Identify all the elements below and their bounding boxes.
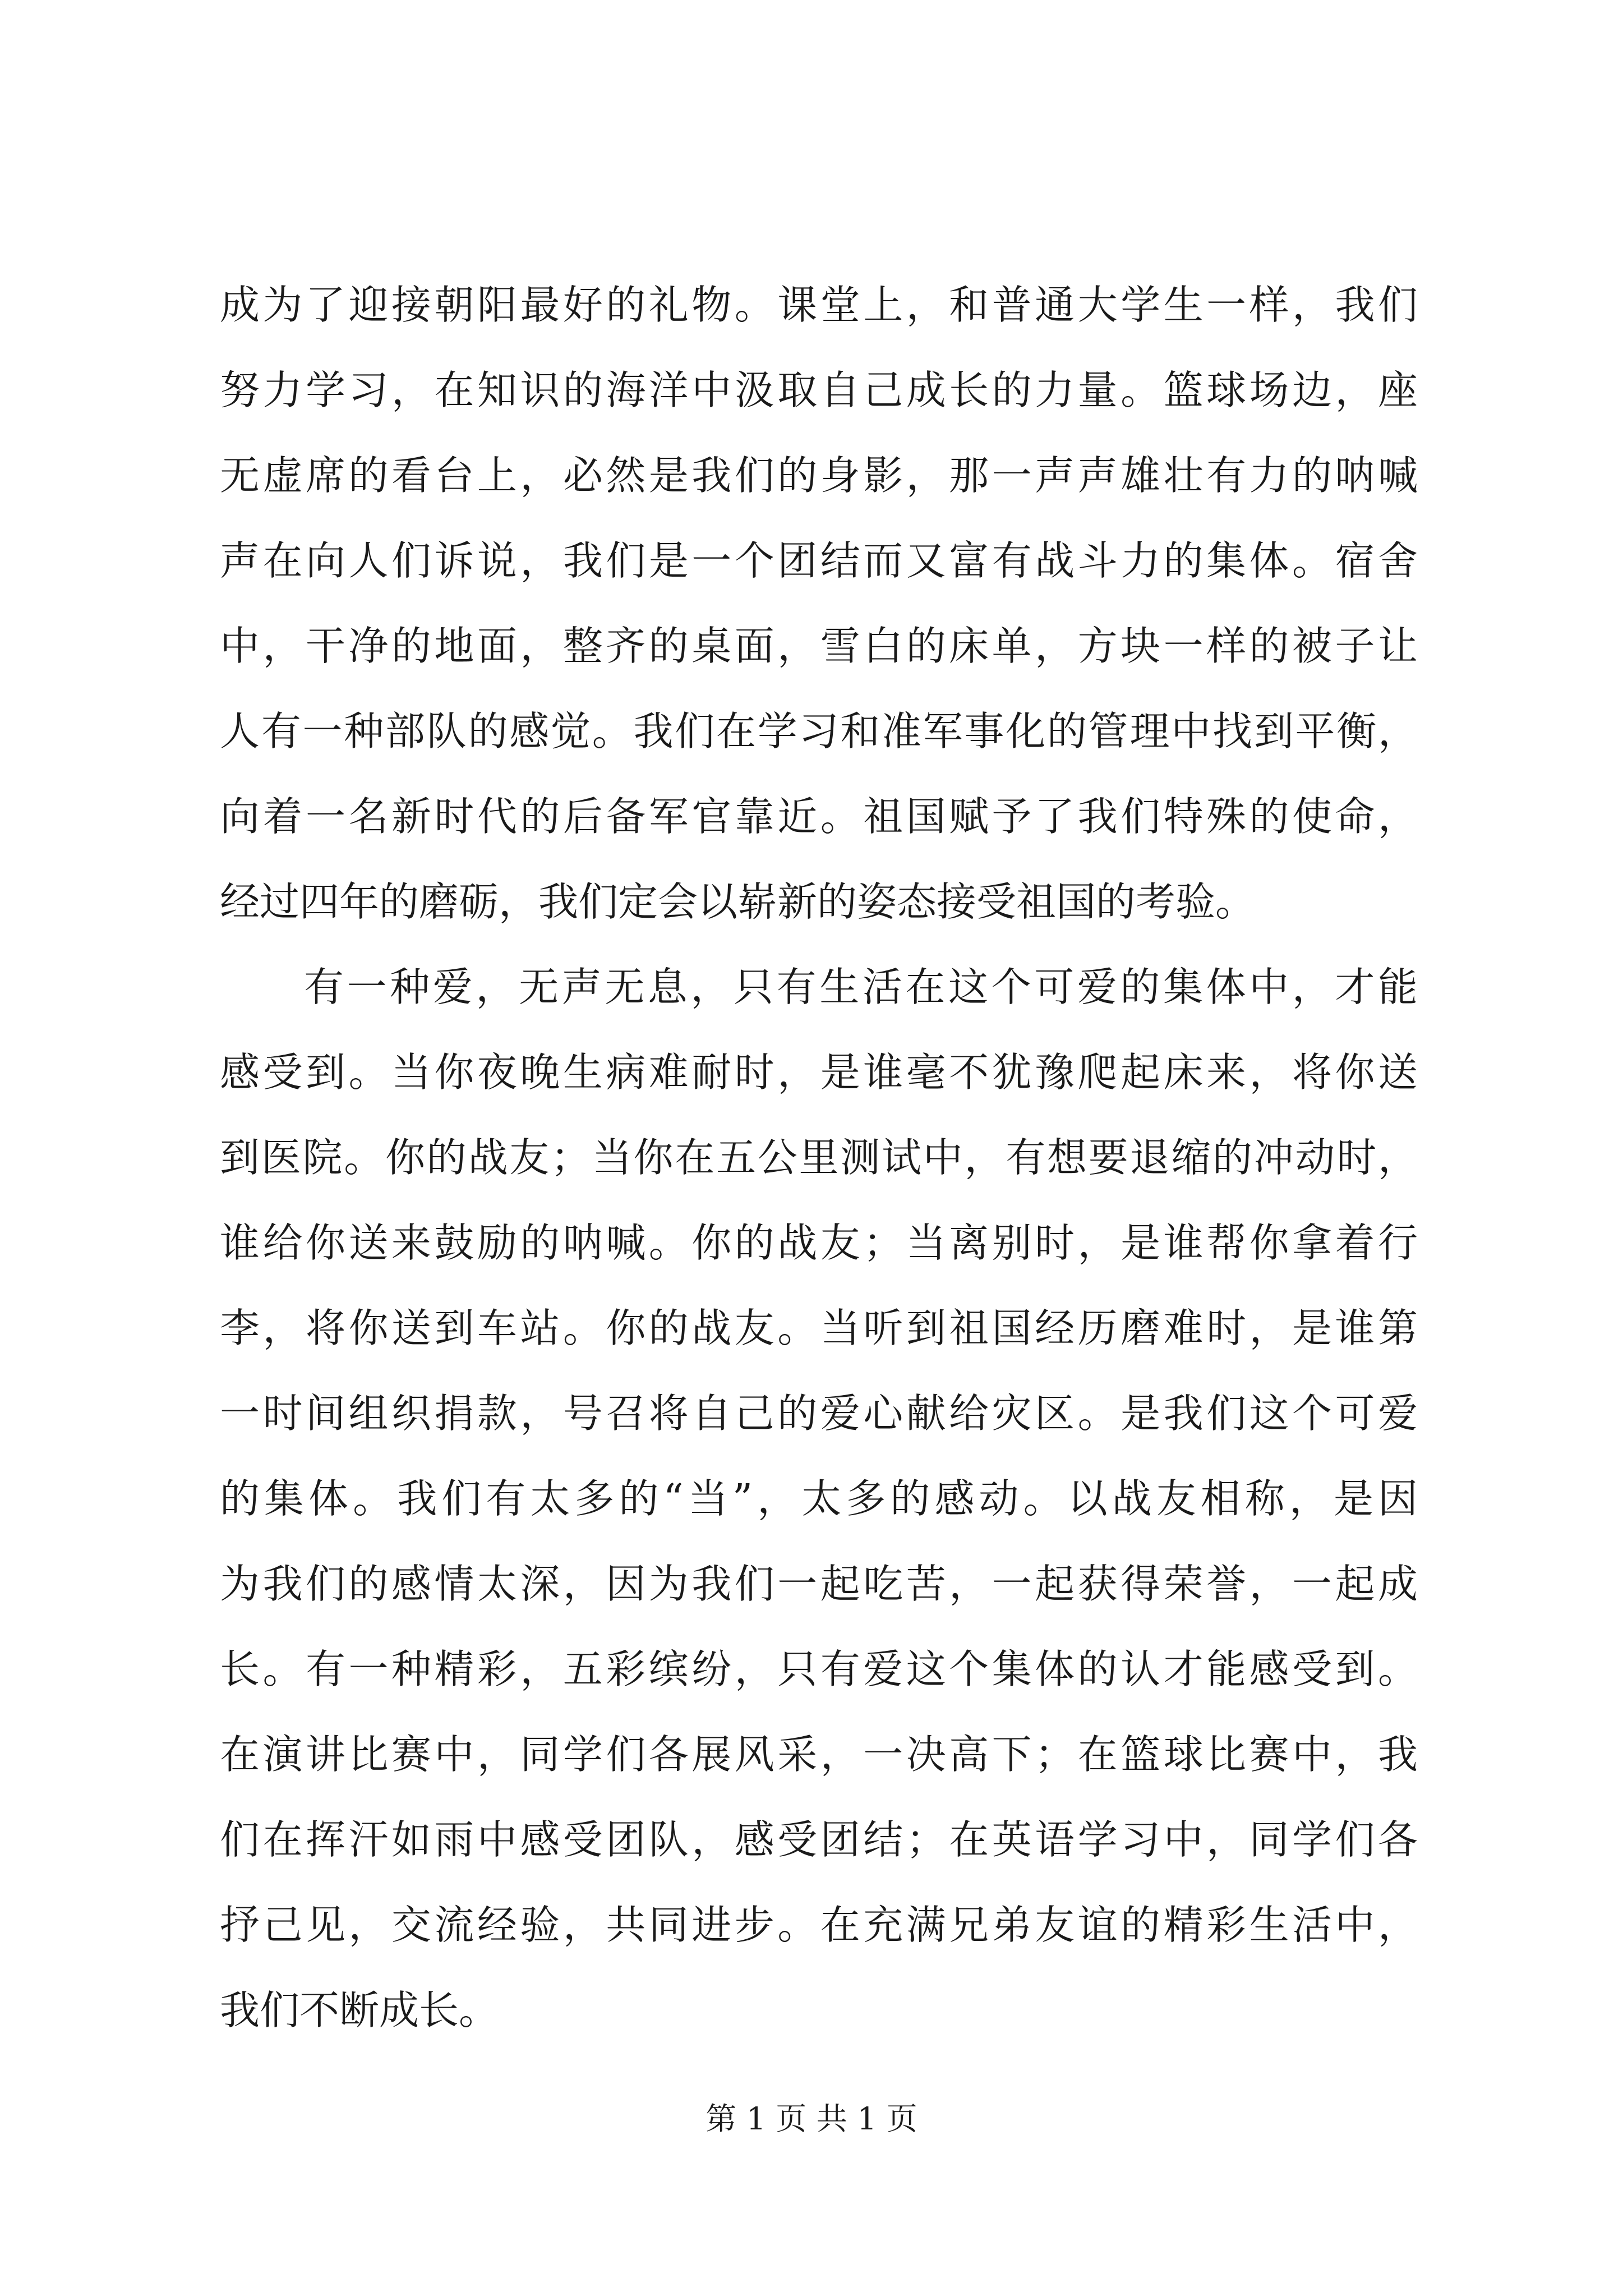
paragraph-1-line: 向着一名新时代的后备军官靠近。祖国赋予了我们特殊的使命， <box>220 793 1418 840</box>
paragraph-2-line: 长。有一种精彩，五彩缤纷，只有爱这个集体的认才能感受到。 <box>220 1646 1418 1692</box>
paragraph-2-line: 一时间组织捐款，号召将自己的爱心献给灾区。是我们这个可爱 <box>220 1390 1418 1437</box>
paragraph-2-line: 谁给你送来鼓励的呐喊。你的战友；当离别时，是谁帮你拿着行 <box>220 1220 1418 1266</box>
paragraph-1-line: 努力学习，在知识的海洋中汲取自己成长的力量。篮球场边，座 <box>220 367 1418 413</box>
paragraph-2-line: 们在挥汗如雨中感受团队，感受团结；在英语学习中，同学们各 <box>220 1816 1418 1863</box>
paragraph-2-line: 抒己见，交流经验，共同进步。在充满兄弟友谊的精彩生活中， <box>220 1902 1418 1948</box>
paragraph-2-line: 为我们的感情太深，因为我们一起吃苦，一起获得荣誉，一起成 <box>220 1561 1418 1607</box>
paragraph-1-line: 无虚席的看台上，必然是我们的身影，那一声声雄壮有力的呐喊 <box>220 452 1418 499</box>
paragraph-1-line: 人有一种部队的感觉。我们在学习和准军事化的管理中找到平衡， <box>220 708 1418 754</box>
paragraph-1-line: 声在向人们诉说，我们是一个团结而又富有战斗力的集体。宿舍 <box>220 537 1418 584</box>
paragraph-2-line: 在演讲比赛中，同学们各展风采，一决高下；在篮球比赛中，我 <box>220 1731 1418 1778</box>
paragraph-2-line: 到医院。你的战友；当你在五公里测试中，有想要退缩的冲动时， <box>220 1134 1418 1181</box>
paragraph-1-line: 成为了迎接朝阳最好的礼物。课堂上，和普通大学生一样，我们 <box>220 282 1418 328</box>
paragraph-2-line: 的集体。我们有太多的“当”，太多的感动。以战友相称，是因 <box>220 1475 1418 1522</box>
paragraph-2-line: 感受到。当你夜晚生病难耐时，是谁毫不犹豫爬起床来，将你送 <box>220 1049 1418 1096</box>
paragraph-2-line: 李，将你送到车站。你的战友。当听到祖国经历磨难时，是谁第 <box>220 1305 1418 1351</box>
paragraph-2-line: 我们不断成长。 <box>220 1987 499 2033</box>
paragraph-2-line: 有一种爱，无声无息，只有生活在这个可爱的集体中，才能 <box>304 964 1418 1010</box>
page-number-footer: 第 1 页 共 1 页 <box>706 2101 917 2137</box>
document-body <box>220 263 1418 2053</box>
paragraph-1-line: 经过四年的磨砺，我们定会以崭新的姿态接受祖国的考验。 <box>220 878 1256 925</box>
paragraph-1-line: 中，干净的地面，整齐的桌面，雪白的床单，方块一样的被子让 <box>220 623 1418 669</box>
